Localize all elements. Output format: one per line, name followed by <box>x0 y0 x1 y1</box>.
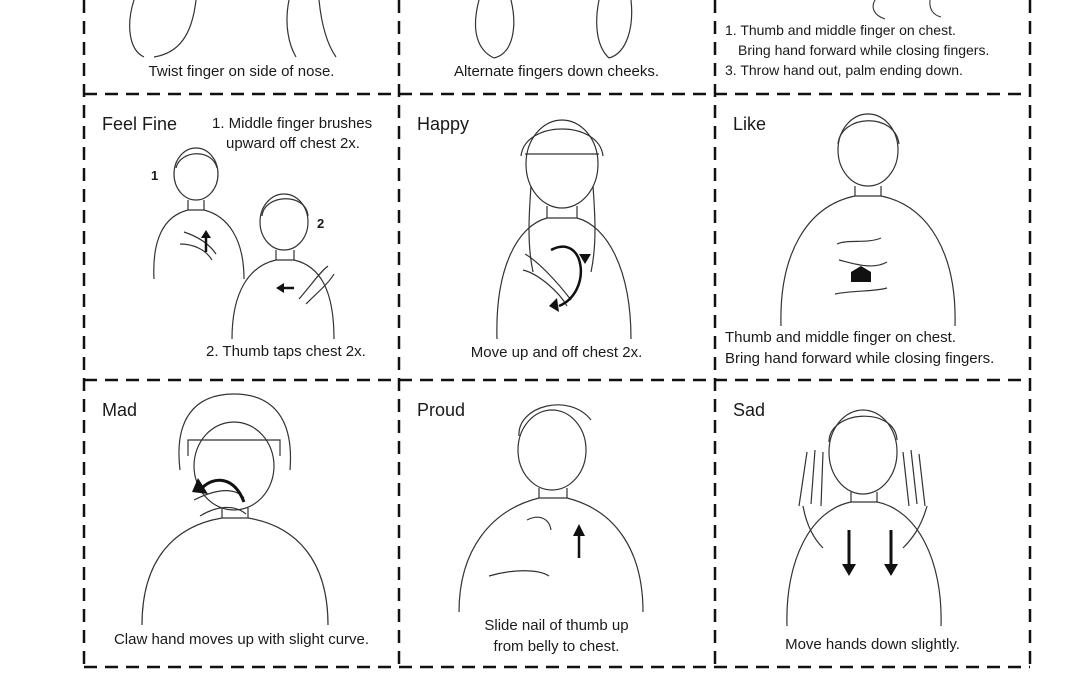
card-proud <box>399 380 714 667</box>
card-title: Sad <box>733 400 766 420</box>
card-step-1: 1. Thumb and middle finger on chest. <box>725 22 956 38</box>
card-nose-sign <box>84 0 399 94</box>
card-line-2: Bring hand forward while closing fingers. <box>725 350 995 367</box>
sad-illustration <box>715 380 1030 667</box>
card-title: Proud <box>417 400 466 420</box>
card-description: Move up and off chest 2x. <box>470 344 643 361</box>
step-marker-1: 1 <box>151 168 159 183</box>
card-description: Twist finger on side of nose. <box>148 63 335 80</box>
step-marker-2: 2 <box>317 216 325 231</box>
card-mad <box>84 380 399 667</box>
card-step-2: Bring hand forward while closing fingers. <box>738 42 990 58</box>
card-step-3: 3. Throw hand out, palm ending down. <box>725 62 963 78</box>
card-happy <box>399 94 714 380</box>
card-title: Like <box>733 114 767 134</box>
card-description: Move hands down slightly. <box>785 636 960 653</box>
card-title: Mad <box>102 400 138 420</box>
card-step-1-line-2: upward off chest 2x. <box>226 135 360 152</box>
card-chest-steps-sign <box>715 0 1030 94</box>
card-description: Alternate fingers down cheeks. <box>453 63 660 80</box>
card-like <box>715 94 1030 380</box>
card-step-1-line-1: 1. Middle finger brushes <box>212 115 373 132</box>
card-title: Feel Fine <box>102 114 178 134</box>
card-sad <box>715 380 1030 667</box>
card-title: Happy <box>417 114 470 134</box>
card-description: Claw hand moves up with slight curve. <box>113 631 370 648</box>
card-line-1: Thumb and middle finger on chest. <box>725 329 956 346</box>
card-feel-fine <box>84 94 399 380</box>
card-line-1: Slide nail of thumb up <box>484 617 629 634</box>
card-step-2: 2. Thumb taps chest 2x. <box>206 343 366 360</box>
card-line-2: from belly to chest. <box>493 638 620 655</box>
mad-illustration <box>84 380 399 667</box>
card-cheeks-sign <box>399 0 714 94</box>
happy-illustration <box>399 94 714 380</box>
